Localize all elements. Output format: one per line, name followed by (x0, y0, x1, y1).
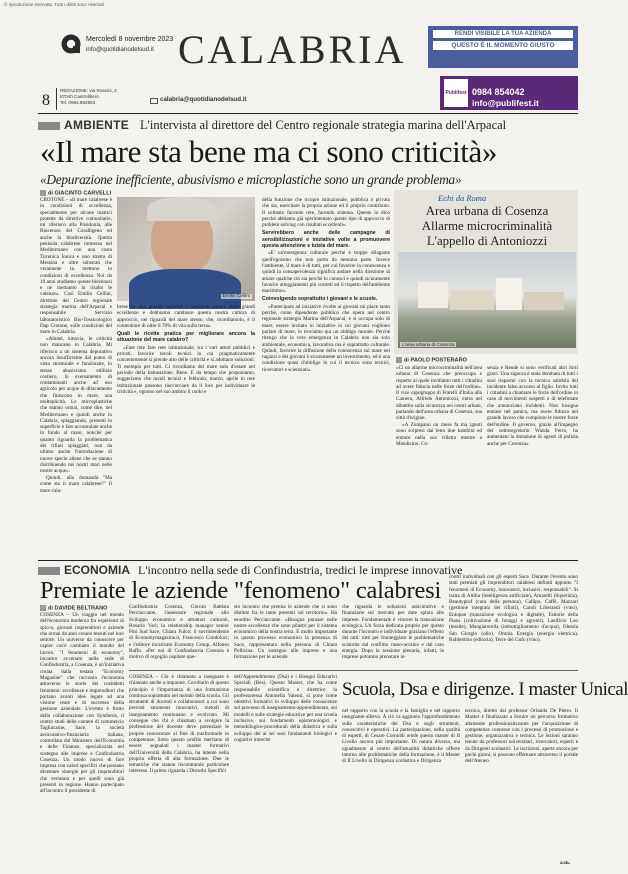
paragraph: Quindi, alla domanda "Ma come sta il mare calabrese?" Il mare cala- (40, 475, 112, 494)
article2-column-1 (396, 365, 482, 557)
building (418, 282, 448, 308)
edition-title: CALABRIA (178, 27, 407, 72)
interview-photo (117, 197, 255, 301)
question: Coinvolgendo soprattutto i giovani e le scuole. (262, 296, 378, 303)
article4-headline: Scuola, Dsa e dirigenze. I master Unical (342, 679, 628, 700)
issue-date: Mercoledì 8 novembre 2023 (86, 36, 174, 43)
redazione-line: REDAZIONE: via Rossini, 2 (60, 88, 117, 93)
article1-subhead: «Depurazione inefficiente, abusivismo e microplastiche sono un grande problema» (40, 172, 462, 187)
article2-column-2 (487, 365, 578, 557)
byline-marker (40, 605, 46, 611)
article3-column-4 (342, 604, 444, 666)
publifest-phone: 0984 854042 (472, 87, 525, 97)
byline-marker (396, 357, 402, 363)
paragraph: tecnica, diretto dal professor Orlando De Pietro. Il Master è finalizzato a fornire un percorso formativo altamente professionalizzante per l'acquisizione di competenze connesse con i processi di promozione e gestione, organizzativa e tecnica. Le lezioni saranno tenute da professori universitari, ricercatori, esperti e da Dirigenti scolastici. Le iscrizioni, aperte ancora per pochi giorni, si possono effettuare attraverso il portale dell'Ateneo. (465, 708, 578, 765)
paragraph: dell'Apprendimento (Dsa) e i Bisogni Educativi Speciali (Bes). Questo Master, che ha come responsabile scientifico e direttrice la professoressa Antonella Valenti, si pone come obiettivi formativi lo sviluppo delle conoscenze sul processo di insegnamento-apprendimento, sui modelli e sulle strategie educative per una scuola inclusiva, sui fondamenti epistemologici e metodologico-procedurali della didattica e sulla sviluppo dei ai sei suoi fondamenti biologici e cognitivi intrechè (234, 674, 337, 743)
article3-headline: Premiate le aziende "fenomeno" calabresi (40, 577, 442, 604)
article3-byline: di DAVIDE BELTRANO (40, 605, 107, 611)
article1-column-3 (262, 197, 390, 557)
paragraph: «Ci un allarme microcriminalità nell'area urbana di Cosenza che preoccupa e rispetto al quale invitiamo tutti i cittadini ad avere fiducia nelle forze dell'ordine». Il vice capogruppo di Fratelli d'Italia alla Camera, Alfredo Antoniozzi, entra nel dibattito sulla sicurezza nei centri urbani, parlando dell'area urbana di Cosenza, sua città d'origine. (396, 365, 482, 422)
article4-signature: a.m. (560, 860, 571, 866)
paragraph: brese ha una grande capacità e mantiene ancora delle grandi eccellenze e dobbiamo cambiare questa nostra cultura di approccio, nei riguardi del mare stesso, che, ricordiamolo, è il contenitore di oltre il 70% di vita sulla terra». (117, 304, 255, 329)
contact-email[interactable]: calabria@quotidianodelsud.it (160, 96, 247, 103)
article3-column-1 (40, 612, 124, 862)
redazione-block (60, 88, 117, 106)
article3-column-5 (449, 574, 578, 668)
portrait-shirt (129, 269, 241, 309)
paragraph: CROTONE - «Il mare calabrese è in condizioni di eccellenza, specialmente per alcune matrici protette da direttive comunitarie, mi riferisco alla Posidonia, alle Biocenosi del Coralligeno ed anche la biodiversità. Questa penisola calabrese immersa nel Mediterraneo con una costa Tirrenica Ionica e uno stretto di Messina e oltre substrati che veramente la mettono in condizioni di eccellenza. Noi da 10 anni studiamo queste biocenosi e ne mettiamo in risalto le valenze». Così Emilio Cellini, direttore del Centro regionale strategia marina dell'Arpacal e responsabile Servizio laboratoristico Bio-Tossicologico Dap Crotone, sulle condizioni del mare in Calabria. (40, 197, 112, 336)
article4-column-1 (129, 674, 229, 866)
byline-marker (40, 190, 46, 196)
article1-headline: «Il mare sta bene ma ci sono criticità» (40, 134, 497, 169)
building (524, 292, 564, 310)
publifest-logo: Publifest (444, 79, 468, 107)
ad-line-1: RENDI VISIBILE LA TUA AZIENDA (433, 30, 573, 38)
article4-column-2 (234, 674, 337, 866)
portrait-hair (147, 197, 217, 221)
publication-logo-icon (60, 33, 82, 55)
article4-column-3 (342, 708, 460, 866)
article3-column-3 (234, 604, 337, 666)
section-label-economia: ECONOMIA (38, 563, 130, 577)
paragraph: sto incontro che premia le aziende che si sono distinte fra le tante presenti sul territorio». Ha esordito Perciaccante. «Bisogna puntare nelle nostre eccellenze che sono pilastri per il sistema economico della nostra terra. E molto importante in questo processo economico la presenza di Sace, rappresentata nella persona di Chiara Pollicina. Un sostegno alle imprese e una formazione per le aziende (234, 604, 337, 661)
paragraph: nel rapporto con la scuola e la famiglia e nel rapporto insegnante-allievo. A ciò va aggiunto l'approfondimento sulle caratteristiche dei Dsa e sugli strumenti, conoscitivi e operativi. La partecipazione, nella qualità di esperti, di Cesare Cornoldi rende questo master di II Livello ancora più importante. Di natura diversa, ma ugualmente al centro dell'attualità didattiche offerte intorno alle problematiche della formazione, è il Master di II Livello in Dirigenza scolastica e Dirigenza (342, 708, 460, 765)
mail-icon (150, 98, 158, 104)
redazione-line: Tel. 0984.852853 (60, 100, 96, 105)
headline-line: Area urbana di Cosenza (425, 204, 549, 218)
paragraph: «E' un'emergenza culturale perché è troppo dilagante quell'egoismo che non porta da nessuna parte. Invece l'ambiente, il mare è di tutti, per cui favorire la conoscenza e quindi la consapevolezza significa andare nella direzione di amare qualche ciò sia perché lo conosci e quindi sicuramente favorire atteggiamenti più corretti ed il rispetto dell'ambiente marittimo». (262, 250, 390, 295)
photo-caption: L'area urbana di Cosenza (402, 342, 455, 347)
article3-kicker: L'incontro nella sede di Confindustria, tredici le imprese innovative (138, 563, 463, 577)
publifest-email: info@publifest.it (472, 98, 539, 108)
headline-line: L'appello di Antoniozzi (426, 234, 548, 248)
paragraph: che riguarda le soluzioni assicurative e finanziarie sul mercato per dare spinta alle imprese. Fondamentale è vincere la transazione ecologica. Un forza dedicata proprio per questo durante l'incontro e individuate graziano l'effetto dei tatti: tutti per fronteggiare le problematiche scaturite dal conflitto russo-ucraino e dal caro energia. Dopo la sessione plenaria, infatti, le imprese potranno prenotare in- (342, 604, 444, 661)
headline-line: Allarme microcriminalità (421, 219, 553, 233)
paragraph: COSENZA – Un viaggio nel mondo dell'economia moderna fra esperienti di spicco, giovani imprenditori e aziende che ormai da anni creano tessuti nel loro settore. Un universo da conoscere per capire cos'è cambiato il mondo del lavoro. "I fenomeni di economy", incontro avvenuto nella sede di Confindustria, a Cosenza, è un'iniziativa creata dalla testata "Economy Magazine" che racconta l'economia attraverso le storie dei cosiddetti fenomeni: eccellenze e imprenditori che portano avanti idee legate ad una visione reale e di successo della gestione aziendale. L'evento è frutto della collaborazione con Synthesis, il centro studi delle camere di commercio Tagliacarne, Sace, la società assicurativo-finanziaria italiana, controllata dal Ministero dell'Economia e delle Finanze, specializzata nel sostegno alle imprese e Confindustria Cosenza. Un modo nuovo di fare impresa con valori specifici che possano diventare sinergie per gli imprenditori che verranno e per quelli sono già presenti in regione. Hanno partecipato all'incontro il presidente di (40, 612, 124, 795)
top-ad-banner[interactable] (428, 26, 578, 68)
copyright-notice: © riproduzione riservata. Tutti i diritti sono riservati (4, 2, 104, 7)
cosenza-photo (398, 252, 576, 348)
article1-column-1 (40, 197, 112, 577)
building (450, 290, 494, 310)
paragraph: Confindustria Cosenza, Giovan Battista Perciaccante, l'assessore regionale allo Sviluppo economico e attrattori culturali, Rosario Varì; la relationship manager senior Pmi Sud Sace, Chiara Fulco; il sovrintendente di Economymagazine.it, Francesco Condoluci; e l'editore incaricato Economy Group, Alfonso Ruffo. «Per noi di Confindustria Cosenza è motivo di orgoglio ospitare que- (129, 604, 229, 661)
sidebar-label: Echi da Roma (438, 193, 487, 203)
article2-byline: di PAOLO POSTERARO (396, 357, 467, 363)
section-marker (38, 567, 60, 575)
article1-byline: di GIACINTO CARVELLI (40, 190, 111, 196)
masthead-email[interactable]: info@quotidianodelsud.it (86, 46, 154, 53)
publifest-ad[interactable] (440, 76, 578, 110)
article4-column-4 (465, 708, 578, 858)
redazione-line: 87040 Castrolibero (60, 94, 99, 99)
paragraph: «Ahimè, tuttavia, le criticità non mancano in Calabria. Mi riferisco a un sistema depurativo ancora insufficiente dal punto di vista strutturale e funzionale, lo stesso abusivismo edilizio costiero, lo sversamento di contaminanti anche ad uso agricolo per acque di dilavamento che finiscono in mare, una molteplicità. Le microplastiche che stanno ormai, come dire, nel Mediterraneo e quindi anche in Calabria, spiaggiando, presenti in superficie e fato accumulate anche in fondo al mare, nonché per quanto riguarda la problematica dei rifiuti spiaggiati, non da ultimo anche l'introduzione di nuove specie aliene che se stanno distribuendo nei nostri mari nelle nostre acque». (40, 336, 112, 475)
page-number: 8 (42, 92, 50, 109)
paragraph: «Partecipare ad iniziative rivolte ai giovani mi piace tanto perché, come dipendente pubblico che opera nel centro regionale strategia Marina dell'Arpacal, e si occupa solo di mare, essere invitato in iniziative in cui giovani vogliono parlare di mare, lo troviamo qui un obbligo morale. Perché ritengo che la vera emergenza in Calabria non sia solo ambientale, economica, lavorativa ma è soprattutto culturale. Quindi, favorire la diffusione della conoscenza sul mare nei ragazzi e dei giovani è sicuramente un investimento, ed è una condizione quasi d'obbligo in cui il tecnico sono tecnici, ricercatori e scienziati». (262, 303, 390, 373)
paragraph: «Fare rete fare rete istituzionale, tra i vari attori pubblici e privati, favorire tavoli tecnici in cui pragmaticamente concertemente si prende atto delle criticità e si adottano soluzioni. Ti esempio per tutti. Ci ricordiamo del mare solo d'estate nel periodo della balneazione. Bene. E da tempo che proponiamo, suggeriamo che tavoli tecnici e febbraio, marzo, aprile in rete istituzionale possono riaccorciare da il loro per individuare le criticità e, ognuno nel suo ambito il ruolo e (117, 344, 255, 395)
section-label-ambiente: AMBIENTE (38, 118, 129, 132)
photo-caption: Emilio Cellini (222, 294, 250, 299)
article3-column-2 (129, 604, 229, 666)
paragraph: contri individuali con gli esperti Sace. Durante l'evento sono stati premiati gli imprenditori calabresi definiti appunto "I fenomeni di Economy, innovatori, inclusivi, responsabili". Si tratta di Altilia (intelligenza artificiale), Amarelli (liquerizia), Beautyprof (cura della persona), Callipo, Caffè, Mazzari (gestione integrata del rifiuti), Caroli Liberandi (vino), Entopan (transizione ecologica e digitale), Fattorie della Piana (coltivazione di foraggi e agrumi), Lanificio Leo (tessile), Mangiatorella (imbottigliamento d'acqua), Olearia San Giorgio (olio), Omnia Energia (energia elettrica), Rubbettino (editoria), Terre del Gufo (vino). (449, 574, 578, 643)
paragraph: della funzione che ricopre istituzionale, pubblica o privata che sia, esercitare la propria azione ed il proprio contributo. Il soltanto facendo rete, facendo sistema. Questo lo dico perché abbiamo già sperimentato questo tipo di approccio di problem solving con risultati eccellenti». (262, 197, 390, 229)
question: Quali le ricette pratica per migliorare ancora la situazione del mare calabro? (117, 331, 255, 344)
paragraph: senza e Rende si sono verificati altri furti gravi. Una signora è stata derubata di tutti i suoi risparmi con la tecnica subdola del incidente falso accorso al figlio. Invito tutti i cittadini a chiamare le forze dell'ordine in caso di movimenti sospetti o di telefonate che annunciano incidenti. Non bisogna entrare nel panico, ma avere fiducia nel grande lavoro che compiono le nostre forze dell'ordine. Il governo, grazie all'impegno del sottosegretario Wanda Ferro, ha aumentato la dotazione di agenti di polizia anche per Cosenza». (487, 365, 578, 447)
paragraph: COSENZA – Chi è chiamato a insegnare è chiamato anche a imparare. Corollario di questo principio è l'importanza di una formazione continua soprattutto nel mondo della scuola. Gli strumenti di docenti e collaboratori a cui sono previsti strumenti innovativi, metodi di insegnamento continuano e evolvono. Mi consegue che chi è chiamato a svolgere la professione del docente deve potenziare le proprie conoscenze al fine di trasformarle in competenze. Sotto questo profilo meritano di essere segnalati i master formativi dell'Università della Calabria, ha intente nella propria offerta di alta formazione. Due le tematiche che stanno riscontrando particolare interesse. Il primo riguarda i Disturbi Specifici (129, 674, 229, 775)
section-marker (38, 122, 60, 130)
article2-headline (398, 204, 576, 249)
article1-kicker: L'intervista al direttore del Centro regionale strategia marina dell'Arpacal (140, 118, 507, 132)
question: Servirebbero anche delle campagne di sensibilizzazioni e iniziative volte a promuovere questa attenzione e tutela del mare. (262, 230, 390, 250)
ad-line-2: QUESTO È IL MOMENTO GIUSTO (433, 41, 573, 50)
paragraph: «A Zumpano un mese fa ma ignoti sono sorpresi dal letto due bambini ed entrare nella sua villetta mentre a Mendicino. Co- (396, 422, 482, 448)
article1-column-2 (117, 304, 255, 559)
building (496, 278, 522, 310)
